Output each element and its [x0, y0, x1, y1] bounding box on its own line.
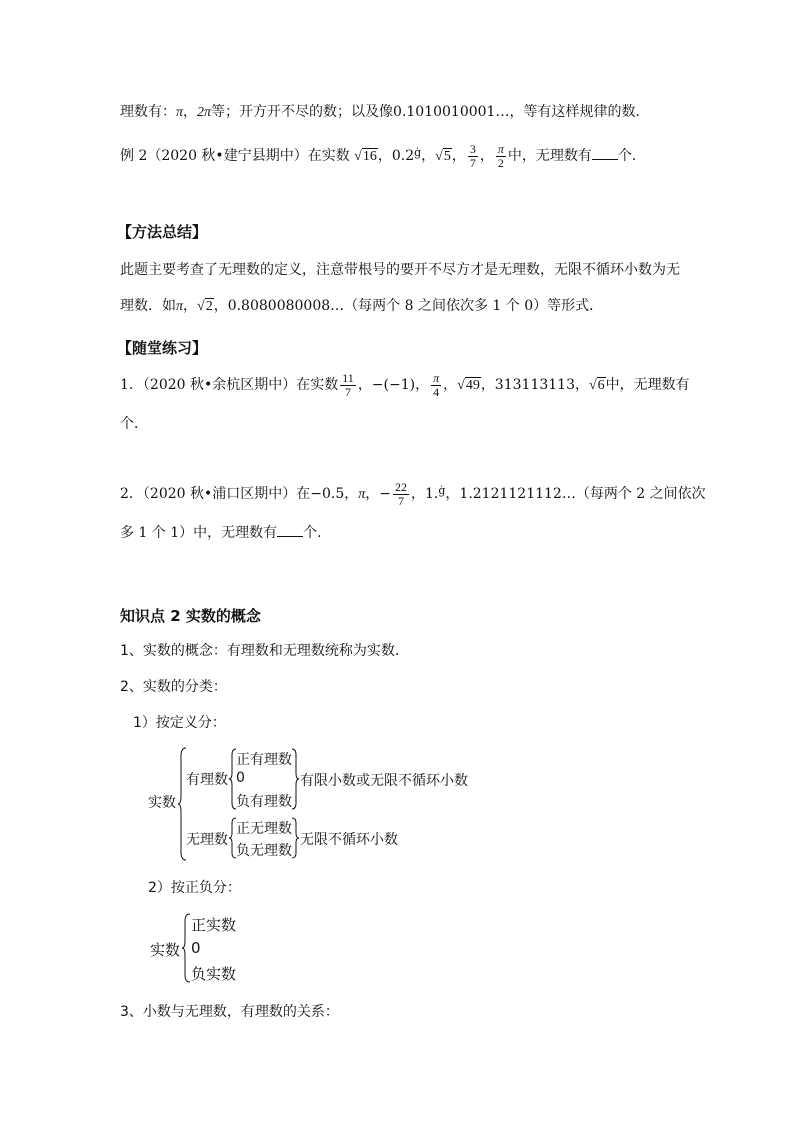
- fraction-pi-2: [496, 143, 506, 170]
- method-heading: 【方法总结】: [117, 223, 208, 241]
- two-pi-symbol: 2π: [197, 105, 212, 120]
- section-2-item-3: 3、小数与无理数，有理数的关系：: [120, 1004, 339, 1020]
- q1-prefix: 1．（2020 秋•余杭区期中）在实数: [120, 377, 339, 393]
- section-2-sub-1: 1）按定义分：: [133, 715, 226, 731]
- intro-prefix: 理数有：: [120, 104, 176, 120]
- separator: ，: [183, 298, 198, 314]
- sqrt-49: √49: [457, 378, 480, 393]
- q1-suffix: 中，无理数有: [605, 377, 690, 393]
- practice-heading: 【随堂练习】: [117, 339, 208, 357]
- section-2-item-1: 1、实数的概念：有理数和无理数统称为实数．: [120, 643, 409, 659]
- sqrt-2: √2: [197, 299, 213, 314]
- pi-symbol: π: [176, 105, 184, 120]
- tree1-rational: 有理数: [186, 772, 228, 788]
- q2-value-3: ，1.2121121112…（每两个 2 之间依次: [445, 486, 706, 502]
- fraction-11-7: [340, 372, 356, 399]
- denominator: 2: [497, 155, 504, 170]
- section-2-item-2: 2、实数的分类：: [120, 679, 227, 695]
- numerator: 3: [469, 141, 476, 156]
- repeating-dots: ġ: [438, 484, 446, 497]
- tree2-pos: 正实数: [191, 916, 237, 934]
- method-line-1: 此题主要考查了无理数的定义，注意带根号的要开不尽方才是无理数，无限不循环小数为无: [120, 262, 680, 278]
- radicand: 16: [362, 149, 377, 164]
- tree1-pos-rational: 正有理数: [236, 752, 292, 768]
- answer-blank[interactable]: [592, 145, 618, 160]
- tree1-irrational: 无理数: [186, 832, 228, 848]
- tree1-zero: 0: [236, 770, 245, 786]
- example-2: [120, 138, 646, 172]
- numerator: π: [497, 141, 504, 156]
- tree1-root: 实数: [148, 795, 176, 811]
- q2-value-2: ，1.: [411, 486, 439, 502]
- pi-symbol: π: [176, 299, 184, 314]
- practice-q2-line2: [120, 522, 331, 543]
- q2-prefix: 2．（2020 秋•浦口区期中）在−0.5，: [120, 486, 359, 502]
- fraction-pi-4: [431, 372, 441, 399]
- tree1-neg-rational: 负有理数: [236, 794, 292, 810]
- intro-line: [120, 102, 649, 123]
- q1-value-3: ，313113113，: [480, 377, 589, 393]
- answer-blank[interactable]: [277, 522, 303, 537]
- intro-decimal: 0.1010010001…: [393, 104, 510, 120]
- q2-line-2-start: 多 1 个 1）中，无理数有: [120, 525, 278, 541]
- tree2-zero: 0: [191, 939, 201, 957]
- radicand: 6: [597, 378, 605, 393]
- denominator: 4: [433, 384, 440, 399]
- tree1-rational-close-brace: [292, 749, 300, 809]
- intro-rest1: 等；开方开不尽的数；以及像: [211, 104, 394, 120]
- method-line-2-end: ，0.8080080008…（每两个 8 之间依次多 1 个 0）等形式．: [213, 298, 604, 314]
- numerator: 22: [395, 479, 407, 494]
- tree2-neg: 负实数: [191, 965, 237, 983]
- separator: ，: [451, 148, 466, 164]
- q1-value-2: ，−(−1)，: [357, 377, 430, 393]
- tree1-pos-irrational: 正无理数: [236, 821, 292, 837]
- separator: ，: [479, 148, 494, 164]
- numerator: π: [433, 370, 440, 385]
- separator: ，: [421, 148, 436, 164]
- q2-line-2-end: 个．: [303, 525, 332, 541]
- example-2-end: 个．: [617, 148, 646, 164]
- pi-symbol: π: [358, 487, 366, 502]
- denominator: 7: [469, 155, 476, 170]
- radicand: 2: [205, 299, 213, 314]
- method-line-2: [120, 296, 603, 317]
- radicand: 5: [443, 149, 451, 164]
- denominator: 7: [398, 493, 404, 508]
- sqrt-6: √6: [588, 378, 605, 393]
- denominator: 7: [345, 384, 352, 399]
- practice-q1-line2: 个．: [120, 416, 148, 432]
- separator: ，: [443, 377, 458, 393]
- example-2-suffix: 中，无理数有: [507, 148, 592, 164]
- fraction-22-7: [393, 481, 409, 508]
- tree1-irrational-note: 无限不循环小数: [300, 832, 398, 848]
- intro-rest2: ，等有这样规律的数．: [509, 104, 650, 120]
- tree2-root: 实数: [150, 941, 181, 959]
- tree1-neg-irrational: 负无理数: [236, 843, 292, 859]
- practice-q1: [120, 370, 690, 401]
- section-2-sub-2: 2）按正负分：: [148, 880, 241, 896]
- sqrt-16: √16: [354, 149, 377, 164]
- repeating-dots: ġ: [414, 146, 422, 159]
- numerator: 11: [342, 370, 354, 385]
- example-2-prefix: 例 2（2020 秋•建宁县期中）在实数: [120, 148, 350, 164]
- fraction-3-7: [468, 143, 478, 170]
- value-0-2: ，0.2: [377, 148, 415, 164]
- method-line-2-start: 理数．如: [120, 298, 176, 314]
- separator: ，: [183, 104, 198, 120]
- sqrt-5: √5: [435, 149, 451, 164]
- radicand: 49: [465, 378, 480, 393]
- practice-q2: [120, 474, 706, 512]
- separator: ，−: [365, 486, 391, 502]
- tree1-rational-note: 有限小数或无限不循环小数: [300, 773, 468, 789]
- section-2-title: 知识点 2 实数的概念: [120, 607, 261, 625]
- tree1-irrational-close-brace: [292, 818, 300, 858]
